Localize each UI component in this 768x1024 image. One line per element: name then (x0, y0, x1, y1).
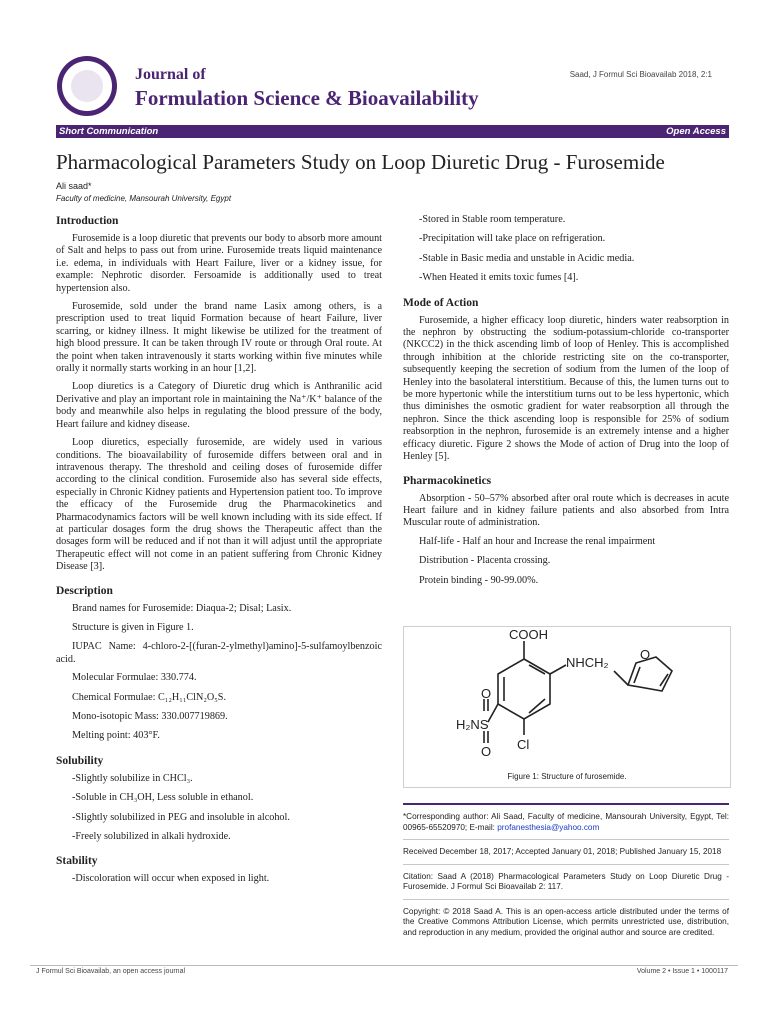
list-item: Brand names for Furosemide: Diaqua-2; Disal; Lasix. (72, 602, 292, 614)
article-type-bar (56, 125, 729, 138)
list-item: Distribution - Placenta crossing. (419, 555, 551, 567)
corresponding-author-text: *Corresponding author: Ali Saad, Faculty of medicine, Mansourah University, Egypt, Tel: 00965-65520970; E-mail: (403, 812, 729, 832)
list-item: -When Heated it emits toxic fumes [4]. (419, 272, 579, 284)
article-citation: Citation: Saad A (2018) Pharmacological Parameters Study on Loop Diuretic Drug - Furosemide. J Formul Sci Bioavailab 2: 117. (403, 864, 729, 893)
list-item: -Stored in Stable room temperature. (419, 214, 566, 225)
furosemide-structure-diagram (404, 627, 730, 787)
paragraph: Loop diuretics, especially furosemide, are widely used in various conditions. The bioavailability of furosemide differs between oral and in intravenous therapy. The threshold and ceiling doses of furosemide differ according to the clinical condition. Furosemide also has several side effects, especially in Chronic Kidney patients and Hypertension patient too. To improve the efficacy of the Furosemide drug the Pharmacokinetics and Pharmacodynamics factors will be well known including with its side effect. If at particular dosages form the drug shows the Therapeutic affect than the dosages form will be reduced and if not than it will adjust until the appropriate Therapeutic effect will not come in an patient suffering from Chronic Kidney Disease [3]. (56, 437, 382, 573)
furan-oxygen-label: O (640, 647, 651, 662)
list-item: -Precipitation will take place on refrigeration. (419, 233, 606, 245)
journal-label: Journal of (135, 66, 206, 83)
article-type: Short Communication (59, 126, 159, 137)
list-item: -Discoloration will occur when exposed in light. (72, 873, 270, 885)
furan-ring (628, 657, 672, 691)
corresponding-author (403, 803, 729, 833)
list-item: -Soluble in CH₃OH, Less soluble in ethanol. (72, 792, 254, 804)
sulfonyl-oxygen-bottom-label: O (481, 744, 492, 759)
list-item: Melting point: 403°F. (72, 730, 160, 742)
right-column (403, 214, 729, 594)
benzene-ring (498, 659, 550, 719)
author-name: Ali saad* (56, 181, 92, 191)
section-heading-description: Description (56, 584, 113, 597)
author-affiliation: Faculty of medicine, Mansourah University, Egypt (56, 194, 232, 203)
cooh-label: COOH (509, 627, 548, 642)
author-email-link[interactable]: profanesthesia@yahoo.com (497, 822, 600, 832)
footer-journal: J Formul Sci Bioavailab, an open access journal (36, 968, 186, 975)
journal-name: Formulation Science & Bioavailability (135, 86, 479, 110)
article-info-box (403, 803, 729, 944)
paragraph: Furosemide, a higher efficacy loop diuretic, hinders water reabsorption in the nephron by obstructing the sodium-potassium-chloride co-transporter (NKCC2) in the thick ascending limb of loop of Henley. This is accomplished through inhibition at the chloride restricting site on the co-transporter, subsequently keeping the secretion of sodium from the lumen of the loop of Henley into the basolateral interstitium. Because of this, the lumen turns out to be more hypertonic while the interstitium turns out to be less hypertonic, which thus diminishes the osmotic gradient for water reabsorption all through the nephron. Since the thick ascending loop is responsible for 25% of sodium reabsorption in the nephron, furosemide is an extremely intense and a higher efficacy diuretic. Figure 2 shows the Mode of action of Drug into the loop of Henley [5]. (403, 314, 729, 463)
header-citation: Saad, J Formul Sci Bioavailab 2018, 2:1 (569, 70, 712, 79)
paragraph: Furosemide is a loop diuretic that prevents our body to absorb more amount of Salt and helps to pass out from urine. Furosemide treats liquid maintenance i.e. edema, in individuals with Heart Failure, liver or a kidney issue, for example: Nephrotic disorder. Fersoamide is additionally used to treat hypertension also. (56, 233, 382, 294)
paragraph: Absorption - 50–57% absorbed after oral route which is decreases in acute Heart failure and in kidney failure patients and also absorbed from Intra Muscular route of administration. (403, 492, 729, 529)
section-heading-introduction: Introduction (56, 215, 119, 227)
section-heading-stability: Stability (56, 855, 98, 868)
sulfonamide-label: H₂NS (456, 717, 489, 732)
list-item: Half-life - Half an hour and Increase the renal impairment (419, 535, 656, 547)
list-item: Molecular Formulae: 330.774. (72, 672, 197, 684)
figure-1 (403, 626, 731, 788)
list-item: -Freely solubilized in alkali hydroxide. (72, 831, 231, 843)
paragraph: Furosemide, sold under the brand name Lasix among others, is a prescription used to treat liquid Formation because of heart Failure, liver scarring, or kidney illness. It might likewise be utilized for the treatment of high blood pressure. It can be taken through IV route or through Oral route. At the point when taken intravenously it starts working within five minutes while orally it normally starts working in an hour [1,2]. (56, 301, 382, 375)
journal-logo (57, 56, 117, 116)
section-heading-pharmacokinetics: Pharmacokinetics (403, 474, 492, 487)
article-title: Pharmacological Parameters Study on Loop Diuretic Drug - Furosemide (56, 150, 665, 174)
list-item: Chemical Formulae: C₁₂H₁₁ClN₂O₅S. (72, 691, 227, 703)
paragraph: Loop diuretics is a Category of Diuretic drug which is Anthranilic acid Derivative and play an important role in maintaining the Na⁺/K⁺ balance of the body and meanwhile also helps in regulating the blood pressure of the body, Heart failure and kidney disease. (56, 381, 382, 430)
sulfonyl-oxygen-top-label: O (481, 686, 492, 701)
list-item: Structure is given in Figure 1. (72, 621, 194, 633)
open-access-label: Open Access (666, 126, 726, 137)
figure-caption: Figure 1: Structure of furosemide. (507, 772, 627, 781)
chlorine-label: Cl (517, 737, 530, 752)
left-column (56, 214, 382, 893)
list-item: -Stable in Basic media and unstable in Acidic media. (419, 252, 635, 264)
footer-divider (30, 965, 738, 966)
section-heading-solubility: Solubility (56, 754, 104, 767)
section-heading-mode-of-action: Mode of Action (403, 296, 479, 309)
list-item: -Slightly solubilize in CHCl₃. (72, 772, 193, 784)
footer-volume: Volume 2 • Issue 1 • 1000117 (636, 968, 728, 975)
copyright-notice: Copyright: © 2018 Saad A. This is an open-access article distributed under the terms of the Creative Commons Attribution License, which permits unrestricted use, distribution, and reproduction in any medium, provided the original author and source are credited. (403, 899, 729, 939)
list-item: Protein binding - 90-99.00%. (419, 574, 539, 586)
nhch2-label: NHCH₂ (566, 655, 609, 670)
list-item: Mono-isotopic Mass: 330.007719869. (72, 711, 228, 722)
list-item: IUPAC Name: 4-chloro-2-[(furan-2-ylmethyl)amino]-5-sulfamoylbenzoic acid. (56, 641, 382, 665)
list-item: -Slightly solubilized in PEG and insoluble in alcohol. (72, 811, 290, 823)
article-dates: Received December 18, 2017; Accepted January 01, 2018; Published January 15, 2018 (403, 839, 729, 858)
